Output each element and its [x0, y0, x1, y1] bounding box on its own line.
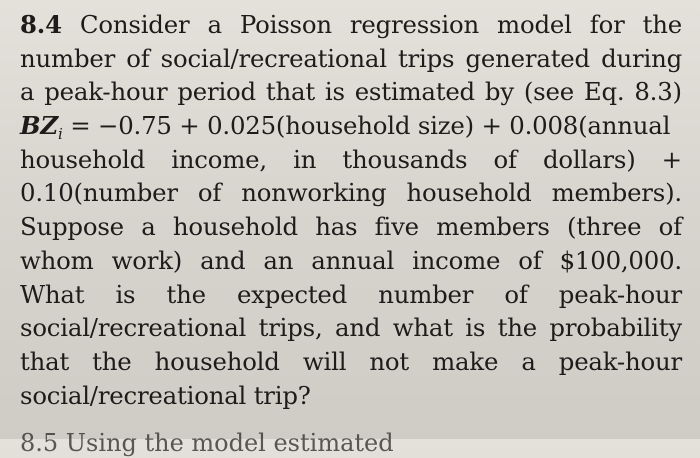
word: five — [374, 212, 419, 242]
problem-line-11 — [20, 345, 682, 379]
problem-line-2 — [20, 42, 682, 76]
word: of — [126, 43, 150, 73]
word: annual — [311, 245, 395, 275]
word: trips, — [258, 313, 323, 343]
word: dollars) — [542, 144, 636, 174]
word: probability — [549, 313, 682, 343]
word: by — [484, 77, 514, 107]
problem-line-7 — [20, 210, 682, 244]
word: of — [658, 212, 682, 242]
word: not — [369, 346, 410, 376]
word: a — [207, 10, 222, 39]
word: $100,000. — [559, 245, 682, 275]
word: regression — [349, 10, 479, 39]
word: model — [497, 10, 572, 39]
word: Consider — [79, 10, 190, 39]
word: the — [642, 10, 682, 39]
problem-line-6 — [20, 176, 682, 210]
word: trips — [397, 43, 455, 73]
word: a — [521, 346, 536, 376]
word: income, — [171, 144, 267, 174]
word: of — [197, 178, 222, 208]
word: an — [263, 245, 294, 275]
word: (see — [523, 77, 574, 107]
last-line-text: social/recreational trip? — [20, 380, 311, 410]
word: social/recreational — [20, 313, 247, 343]
word: a — [141, 212, 156, 242]
word: Poisson — [239, 10, 332, 39]
word: make — [432, 346, 499, 376]
word: the — [166, 279, 206, 309]
word: household — [172, 212, 298, 242]
word: that — [20, 346, 70, 376]
word: of — [504, 279, 528, 309]
word: thousands — [342, 144, 468, 174]
equation-line — [20, 109, 682, 143]
equation-variable — [20, 111, 63, 144]
word: that — [265, 77, 315, 107]
word: + — [661, 144, 682, 174]
word: household — [406, 178, 532, 208]
word: nonworking — [241, 178, 387, 208]
problem-8-4 — [20, 8, 682, 412]
word: (three — [567, 212, 642, 242]
word: household — [154, 346, 280, 376]
word: the — [92, 346, 132, 376]
word: during — [601, 43, 682, 73]
word: Eq. — [583, 77, 625, 107]
word: Suppose — [20, 212, 124, 242]
word: peak-hour — [44, 77, 168, 107]
word: social/recreational — [160, 43, 387, 73]
word: number — [378, 279, 474, 309]
word: and — [200, 245, 246, 275]
word: 8.3) — [634, 77, 682, 107]
word: the — [497, 313, 537, 343]
word: number — [20, 43, 116, 73]
word: expected — [236, 279, 348, 309]
word: period — [177, 77, 256, 107]
problem-line-10 — [20, 311, 682, 345]
equation-lhs: BZ — [20, 111, 59, 141]
equation-subscript: i — [58, 125, 63, 144]
problem-number: 8.4 — [20, 10, 62, 39]
word: of — [493, 144, 517, 174]
word: is — [324, 77, 345, 107]
problem-line-5 — [20, 143, 682, 177]
word: will — [302, 346, 347, 376]
word: is — [115, 279, 136, 309]
word: household — [20, 144, 146, 174]
next-problem-cut-off: 8.5 Using the model estimated — [20, 429, 394, 457]
word: estimated — [354, 77, 475, 107]
word: members). — [551, 178, 682, 208]
word: peak-hour — [558, 346, 682, 376]
word: What — [20, 279, 85, 309]
word: is — [465, 313, 486, 343]
problem-line-1 — [20, 8, 682, 42]
word: peak-hour — [558, 279, 682, 309]
word: what — [392, 313, 453, 343]
equation-rhs: = −0.75 + 0.025(household size) + 0.008(annual — [70, 111, 671, 141]
problem-line-3 — [20, 75, 682, 109]
word: whom — [20, 245, 94, 275]
word: 0.10(number — [20, 178, 178, 208]
word: work) — [111, 245, 183, 275]
word: in — [293, 144, 317, 174]
problem-line-8 — [20, 244, 682, 278]
word: a — [20, 77, 35, 107]
word: has — [315, 212, 358, 242]
word: of — [518, 245, 542, 275]
word: income — [412, 245, 501, 275]
problem-line-9 — [20, 278, 682, 312]
problem-line-12 — [20, 379, 682, 413]
word: and — [334, 313, 381, 343]
word: members — [436, 212, 550, 242]
word: generated — [465, 43, 590, 73]
word: for — [589, 10, 625, 39]
